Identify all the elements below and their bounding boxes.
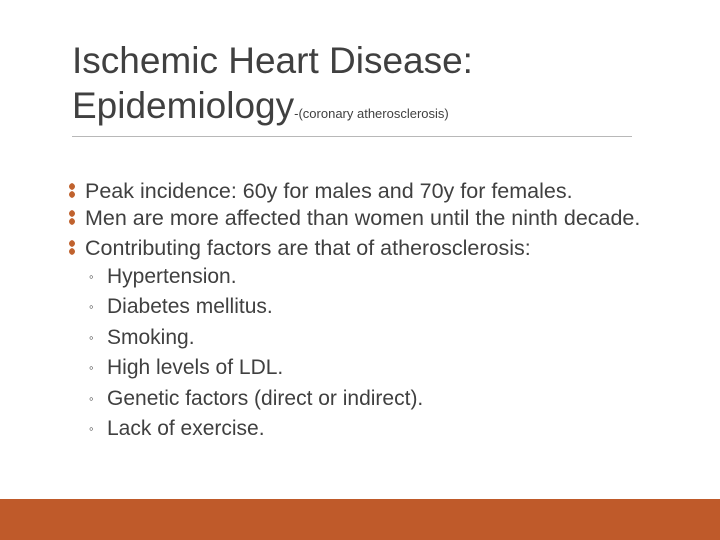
sub-bullet-item <box>66 353 706 384</box>
bullet-text: Men are more affected than women until the ninth decade. <box>85 205 641 230</box>
sub-bullet-text: Smoking. <box>107 325 195 349</box>
circle-bullet-icon: ◦ <box>89 360 94 375</box>
circle-bullet-icon: ◦ <box>89 421 94 436</box>
sub-bullet-item <box>66 292 706 323</box>
sub-bullet-item <box>66 323 706 354</box>
sub-bullet-text: Diabetes mellitus. <box>107 295 273 318</box>
circle-bullet-icon: ◦ <box>89 299 94 314</box>
footer-accent-bar <box>0 499 720 540</box>
slide-content <box>66 178 706 445</box>
sub-bullet-item <box>66 414 706 445</box>
sub-bullet-text: Genetic factors (direct or indirect). <box>107 386 424 410</box>
leaf-bullet-icon <box>66 239 78 256</box>
leaf-bullet-icon <box>66 209 78 226</box>
title-line-1: Ischemic Heart Disease: <box>72 40 473 81</box>
bullet-item <box>66 205 706 232</box>
sub-bullet-text: High levels of LDL. <box>107 356 284 379</box>
circle-bullet-icon: ◦ <box>89 390 94 406</box>
bullet-text: Peak incidence: 60y for males and 70y for females. <box>85 179 573 203</box>
sub-bullet-item <box>66 262 706 293</box>
leaf-bullet-icon <box>66 182 78 199</box>
sub-bullet-text: Hypertension. <box>107 264 237 288</box>
title-line-2 <box>72 83 632 136</box>
title-suffix: -(coronary atherosclerosis) <box>294 106 449 121</box>
sub-bullet-text: Lack of exercise. <box>107 417 265 440</box>
bullet-text: Contributing factors are that of atherosclerosis: <box>85 236 531 260</box>
title-divider <box>72 136 632 137</box>
sub-bullet-item <box>66 384 706 415</box>
bullet-item <box>66 235 706 262</box>
circle-bullet-icon: ◦ <box>89 268 94 284</box>
title-main: Epidemiology <box>72 85 295 126</box>
slide-title <box>72 38 632 136</box>
bullet-item <box>66 178 706 205</box>
circle-bullet-icon: ◦ <box>89 329 94 345</box>
